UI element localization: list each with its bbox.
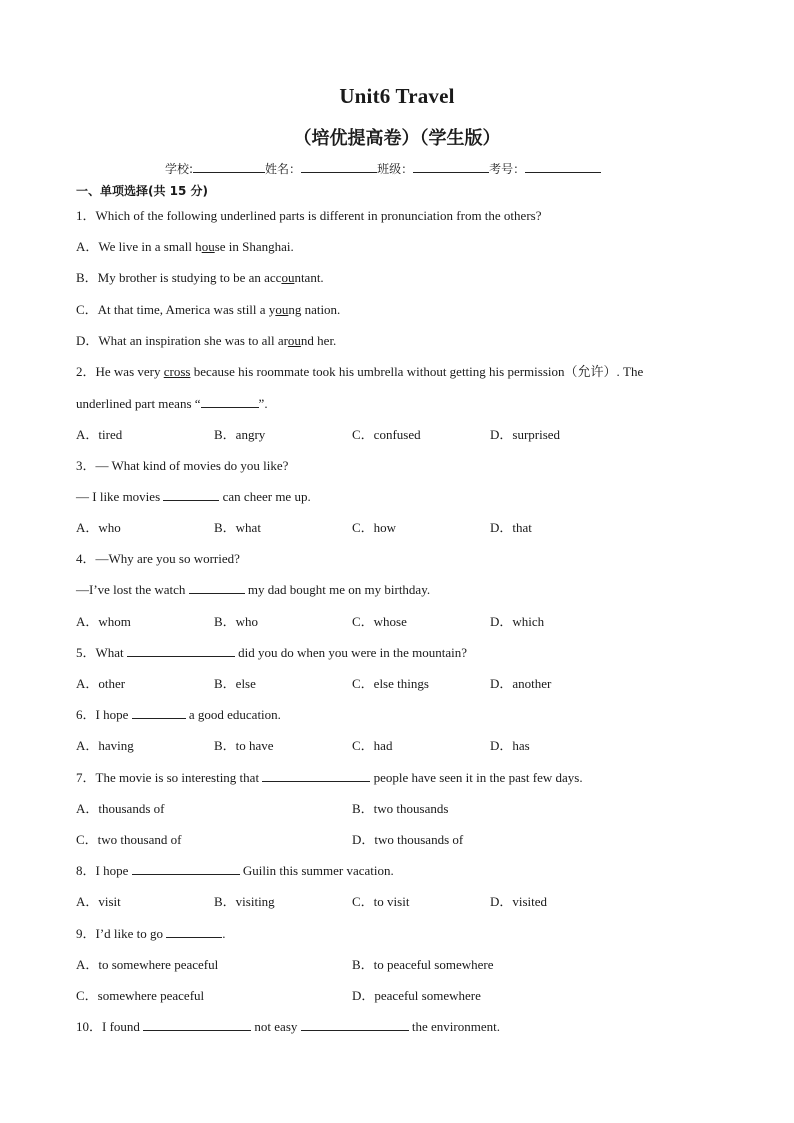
stem-text: a good education. bbox=[185, 707, 281, 722]
stem-text: because his roommate took his umbrella without getting his permission（允许）. The bbox=[190, 364, 644, 379]
option-text: D．What an inspiration she was to all ar bbox=[76, 333, 288, 348]
question-8-option-b[interactable]: B．visiting bbox=[214, 894, 275, 909]
underlined-part: ou bbox=[281, 270, 295, 285]
question-2-stem-line2 bbox=[76, 396, 268, 412]
question-5-stem bbox=[76, 645, 467, 661]
stem-text: 8．I hope bbox=[76, 863, 132, 878]
question-2-stem bbox=[76, 364, 643, 380]
stem-text: 5．What bbox=[76, 645, 127, 660]
class-blank[interactable] bbox=[413, 160, 489, 173]
stem-text: 9．I’d like to go bbox=[76, 926, 167, 941]
stem-text: did you do when you were in the mountain? bbox=[234, 645, 468, 660]
name-label: 姓名： bbox=[265, 162, 302, 176]
stem-text: —I’ve lost the watch bbox=[76, 582, 189, 597]
question-1-option-a[interactable] bbox=[76, 239, 294, 255]
question-6-stem bbox=[76, 707, 281, 723]
question-2-option-b[interactable]: B．angry bbox=[214, 427, 266, 442]
answer-blank[interactable] bbox=[301, 1019, 409, 1031]
school-label: 学校: bbox=[165, 162, 194, 176]
number-label: 考号： bbox=[489, 162, 526, 176]
question-6-option-b[interactable]: B．to have bbox=[214, 738, 274, 753]
stem-text: ”. bbox=[258, 396, 268, 411]
question-4-stem-line2 bbox=[76, 582, 430, 598]
option-text: ng nation. bbox=[288, 302, 341, 317]
question-9-option-c[interactable]: C．somewhere peaceful bbox=[76, 988, 205, 1003]
option-text: ntant. bbox=[294, 270, 324, 285]
underlined-part: ou bbox=[287, 333, 301, 348]
answer-blank[interactable] bbox=[143, 1019, 251, 1031]
stem-text: — I like movies bbox=[76, 489, 164, 504]
question-4-stem: 4．—Why are you so worried? bbox=[76, 551, 240, 566]
question-9-option-a[interactable]: A．to somewhere peaceful bbox=[76, 957, 219, 972]
name-blank[interactable] bbox=[301, 160, 377, 173]
underlined-part: cross bbox=[163, 364, 191, 379]
question-6-option-c[interactable]: C．had bbox=[352, 738, 393, 753]
question-8-option-c[interactable]: C．to visit bbox=[352, 894, 410, 909]
section-title: 一、单项选择(共 15 分) bbox=[76, 184, 209, 198]
option-text: nd her. bbox=[300, 333, 337, 348]
question-2-option-c[interactable]: C．confused bbox=[352, 427, 421, 442]
question-7-option-a[interactable]: A．thousands of bbox=[76, 801, 165, 816]
question-9-option-b[interactable]: B．to peaceful somewhere bbox=[352, 957, 494, 972]
student-info-row bbox=[165, 160, 601, 177]
option-text: C．At that time, America was still a y bbox=[76, 302, 276, 317]
answer-blank[interactable] bbox=[201, 396, 259, 408]
question-3-option-d[interactable]: D．that bbox=[490, 520, 532, 535]
question-8-stem bbox=[76, 863, 394, 879]
answer-blank[interactable] bbox=[127, 645, 235, 657]
stem-text: 6．I hope bbox=[76, 707, 132, 722]
stem-text: 2．He was very bbox=[76, 364, 164, 379]
underlined-part: ou bbox=[201, 239, 215, 254]
question-4-option-b[interactable]: B．who bbox=[214, 614, 259, 629]
question-1-option-b[interactable] bbox=[76, 270, 324, 286]
question-9-option-d[interactable]: D．peaceful somewhere bbox=[352, 988, 481, 1003]
stem-text: not easy bbox=[251, 1019, 301, 1034]
class-label: 班级： bbox=[377, 162, 414, 176]
answer-blank[interactable] bbox=[166, 926, 222, 938]
question-4-option-a[interactable]: A．whom bbox=[76, 614, 131, 629]
stem-text: underlined part means “ bbox=[76, 396, 201, 411]
question-3-option-c[interactable]: C．how bbox=[352, 520, 397, 535]
question-10-stem bbox=[76, 1019, 500, 1035]
question-4-option-d[interactable]: D．which bbox=[490, 614, 545, 629]
question-8-option-a[interactable]: A．visit bbox=[76, 894, 121, 909]
answer-blank[interactable] bbox=[189, 582, 245, 594]
underlined-part: ou bbox=[275, 302, 289, 317]
question-7-option-c[interactable]: C．two thousand of bbox=[76, 832, 182, 847]
question-6-option-a[interactable]: A．having bbox=[76, 738, 134, 753]
number-blank[interactable] bbox=[525, 160, 601, 173]
question-3-stem-line2 bbox=[76, 489, 311, 505]
question-5-option-b[interactable]: B．else bbox=[214, 676, 256, 691]
question-7-option-b[interactable]: B．two thousands bbox=[352, 801, 449, 816]
answer-blank[interactable] bbox=[132, 863, 240, 875]
page-title: Unit6 Travel bbox=[339, 84, 455, 108]
question-1-option-d[interactable] bbox=[76, 333, 336, 349]
stem-text: 7．The movie is so interesting that bbox=[76, 770, 263, 785]
question-8-option-d[interactable]: D．visited bbox=[490, 894, 548, 909]
school-blank[interactable] bbox=[193, 160, 265, 173]
page-subtitle: （培优提高卷）（学生版） bbox=[293, 128, 501, 149]
question-2-option-a[interactable]: A．tired bbox=[76, 427, 123, 442]
question-3-option-b[interactable]: B．what bbox=[214, 520, 261, 535]
question-3-option-a[interactable]: A．who bbox=[76, 520, 121, 535]
question-5-option-c[interactable]: C．else things bbox=[352, 676, 429, 691]
stem-text: people have seen it in the past few days. bbox=[370, 770, 583, 785]
question-5-option-d[interactable]: D．another bbox=[490, 676, 552, 691]
option-text: A．We live in a small h bbox=[76, 239, 202, 254]
stem-text: Guilin this summer vacation. bbox=[239, 863, 394, 878]
question-7-option-d[interactable]: D．two thousands of bbox=[352, 832, 464, 847]
stem-text: can cheer me up. bbox=[219, 489, 311, 504]
stem-text: my dad bought me on my birthday. bbox=[244, 582, 431, 597]
question-6-option-d[interactable]: D．has bbox=[490, 738, 530, 753]
question-4-option-c[interactable]: C．whose bbox=[352, 614, 407, 629]
question-1-option-c[interactable] bbox=[76, 302, 340, 318]
stem-text: the environment. bbox=[408, 1019, 500, 1034]
stem-text: 10．I found bbox=[76, 1019, 144, 1034]
answer-blank[interactable] bbox=[132, 707, 186, 719]
question-9-stem bbox=[76, 926, 226, 942]
question-5-option-a[interactable]: A．other bbox=[76, 676, 126, 691]
question-7-stem bbox=[76, 770, 583, 786]
question-1-stem: 1．Which of the following underlined parts is different in pronunciation from the others? bbox=[76, 208, 542, 223]
option-text: se in Shanghai. bbox=[214, 239, 294, 254]
stem-text: . bbox=[222, 926, 226, 941]
question-2-option-d[interactable]: D．surprised bbox=[490, 427, 561, 442]
answer-blank[interactable] bbox=[163, 489, 219, 501]
answer-blank[interactable] bbox=[262, 770, 370, 782]
question-3-stem: 3．— What kind of movies do you like? bbox=[76, 458, 289, 473]
option-text: B．My brother is studying to be an acc bbox=[76, 270, 282, 285]
